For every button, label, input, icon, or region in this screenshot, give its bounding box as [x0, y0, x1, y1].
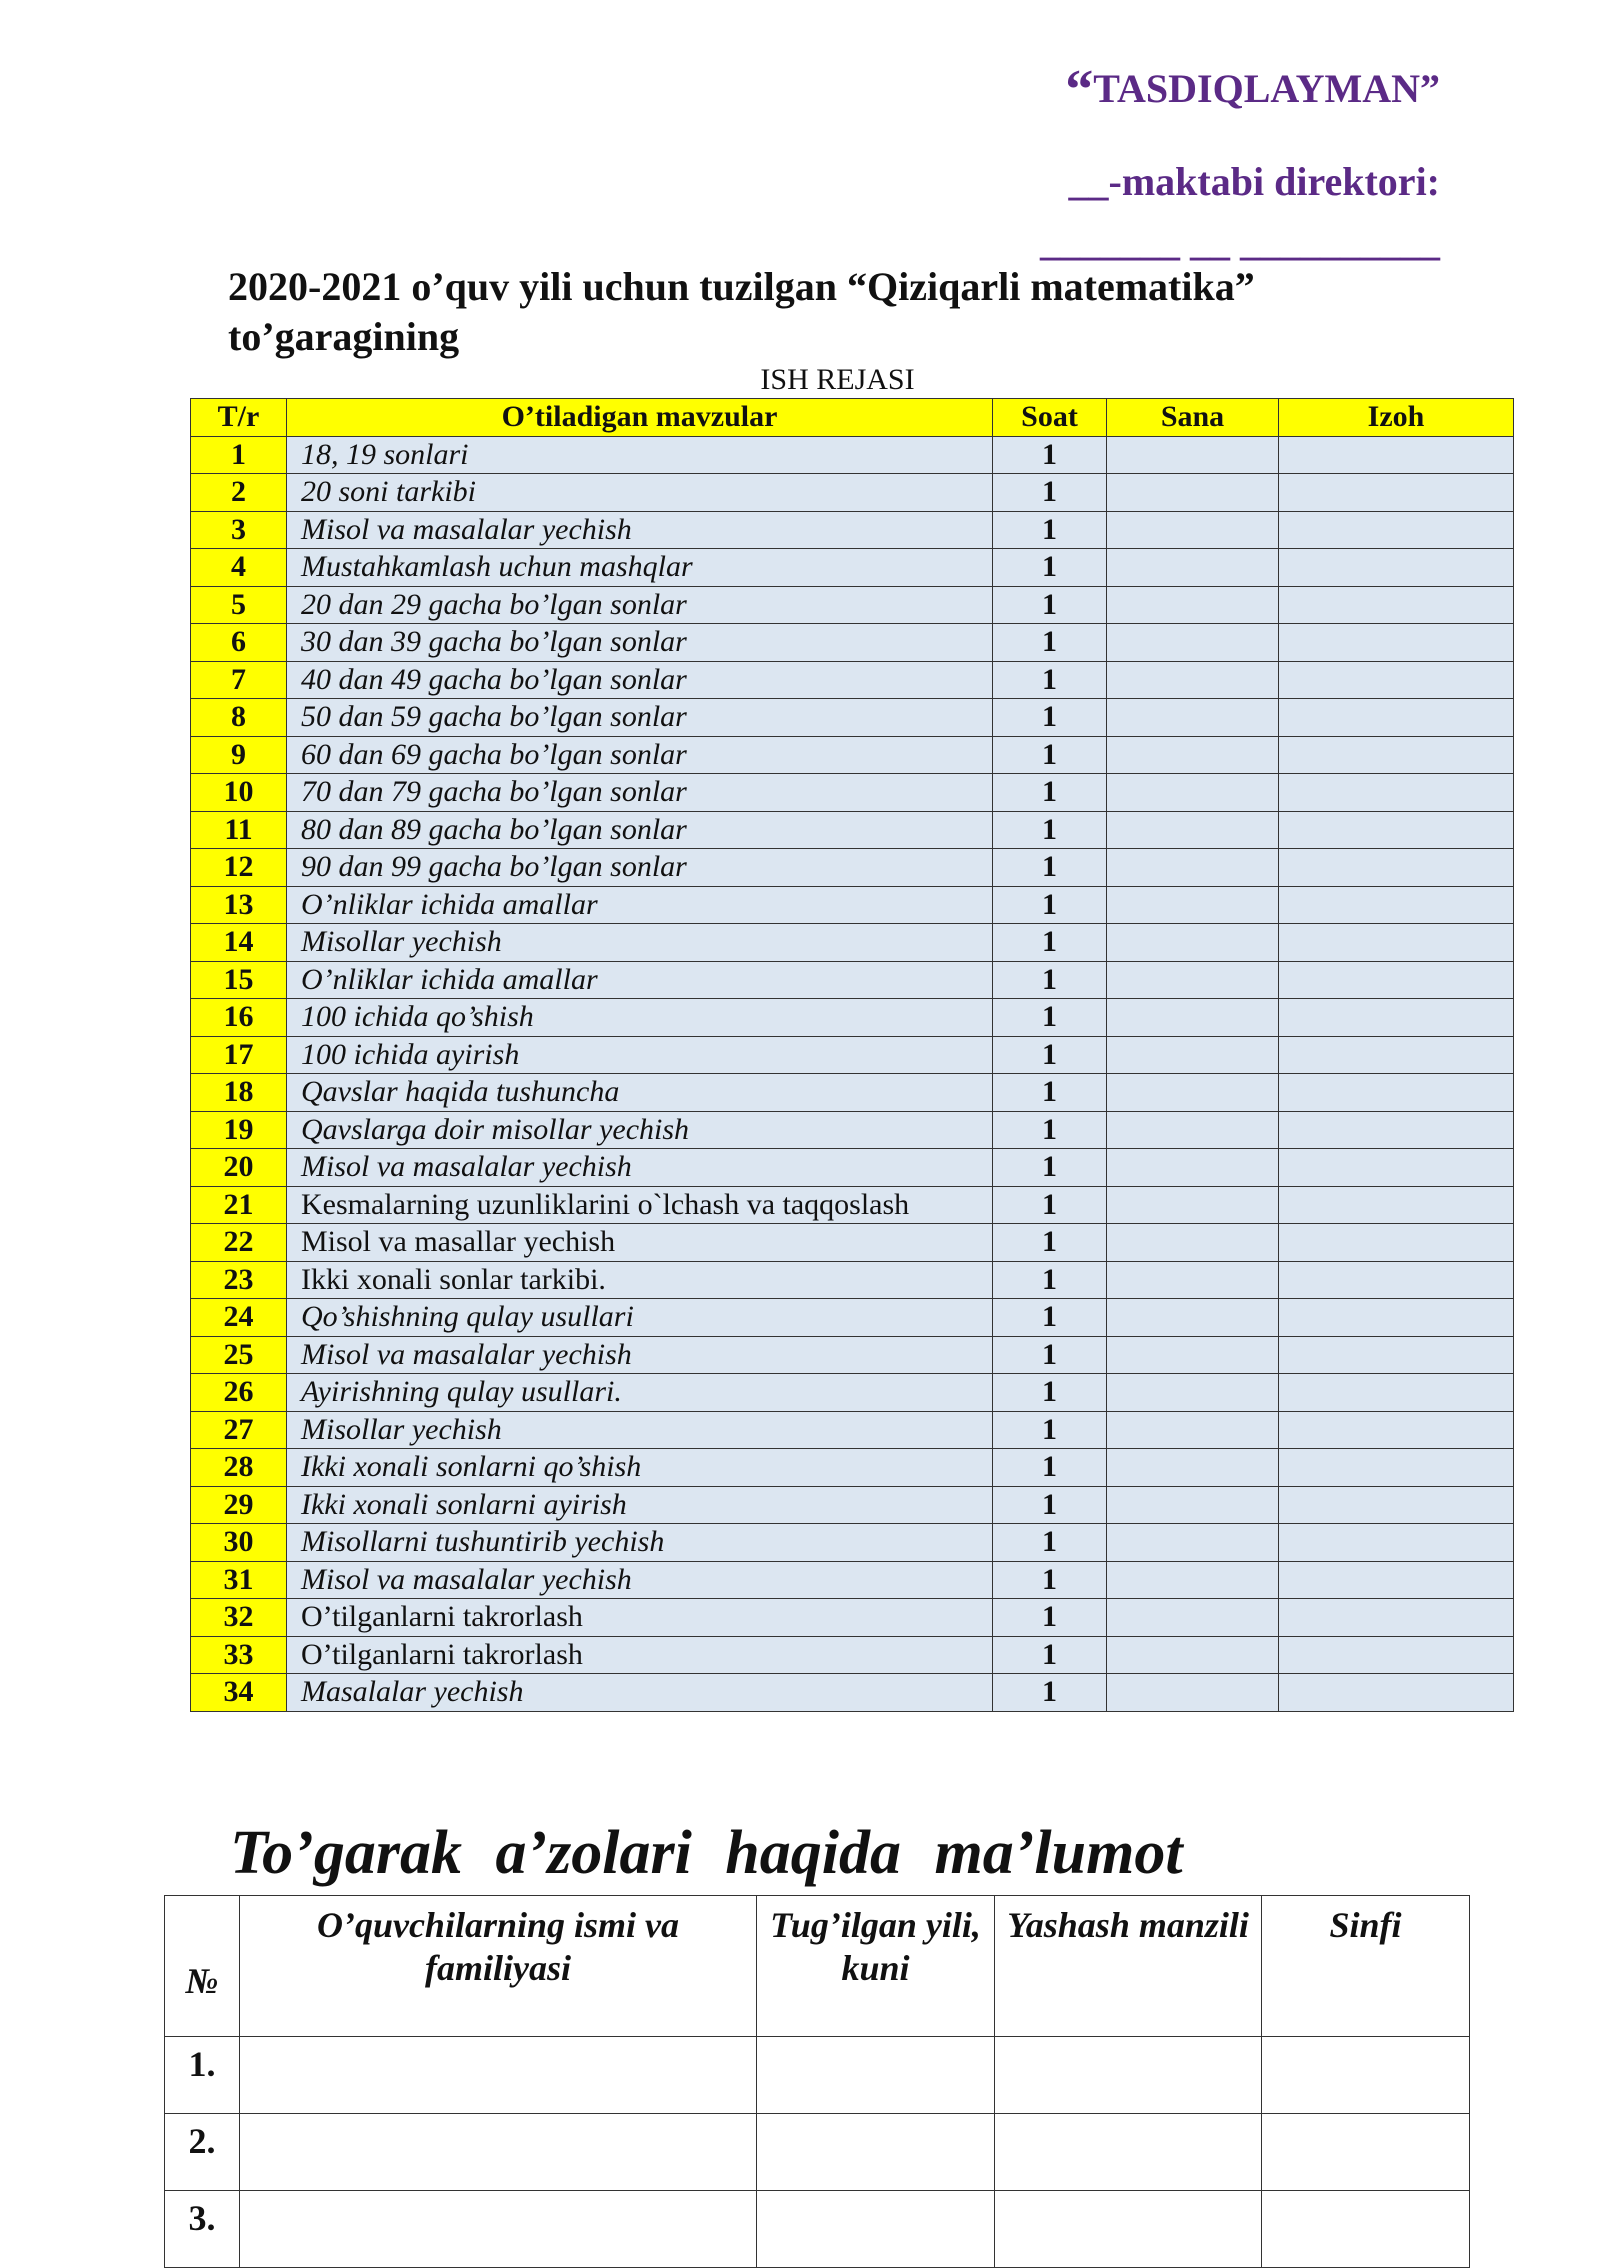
members-table — [164, 1895, 1470, 2268]
row-hours: 1 — [993, 886, 1107, 924]
row-hours: 1 — [993, 586, 1107, 624]
row-note — [1279, 1036, 1514, 1074]
row-hours: 1 — [993, 1224, 1107, 1262]
row-hours: 1 — [993, 1336, 1107, 1374]
row-topic: 60 dan 69 gacha bo’lgan sonlar — [287, 736, 993, 774]
row-topic: Ikki xonali sonlarni qo’shish — [287, 1449, 993, 1487]
table-row — [191, 774, 1514, 812]
row-number: 20 — [191, 1149, 287, 1187]
row-topic: 100 ichida qo’shish — [287, 999, 993, 1037]
row-note — [1279, 1149, 1514, 1187]
row-date — [1107, 999, 1279, 1037]
row-hours: 1 — [993, 961, 1107, 999]
table-row — [191, 1374, 1514, 1412]
row-date — [1107, 1074, 1279, 1112]
row-date — [1107, 736, 1279, 774]
members-header-name: O’quvchilarning ismi va familiyasi — [240, 1896, 757, 2037]
row-topic: Misol va masalalar yechish — [287, 1336, 993, 1374]
row-hours: 1 — [993, 774, 1107, 812]
table-row — [191, 999, 1514, 1037]
row-topic: Misollar yechish — [287, 1411, 993, 1449]
row-note — [1279, 774, 1514, 812]
row-number: 5 — [191, 586, 287, 624]
row-note — [1279, 1674, 1514, 1712]
row-date — [1107, 699, 1279, 737]
table-row — [191, 924, 1514, 962]
table-row — [191, 849, 1514, 887]
director-line: __-maktabi direktori: — [1068, 159, 1440, 204]
row-number: 31 — [191, 1561, 287, 1599]
row-number: 34 — [191, 1674, 287, 1712]
row-date — [1107, 1261, 1279, 1299]
row-number: 26 — [191, 1374, 287, 1412]
row-number: 2 — [191, 474, 287, 512]
approval-title — [1065, 58, 1440, 122]
row-number: 6 — [191, 624, 287, 662]
row-note — [1279, 1599, 1514, 1637]
row-note — [1279, 961, 1514, 999]
header-note: Izoh — [1279, 399, 1514, 437]
row-topic: 30 dan 39 gacha bo’lgan sonlar — [287, 624, 993, 662]
row-topic: Masalalar yechish — [287, 1674, 993, 1712]
header-topic: O’tiladigan mavzular — [287, 399, 993, 437]
row-note — [1279, 1074, 1514, 1112]
row-topic: O’tilganlarni takrorlash — [287, 1599, 993, 1637]
row-note — [1279, 924, 1514, 962]
plan-header-row — [191, 399, 1514, 437]
row-date — [1107, 1111, 1279, 1149]
member-address-cell — [995, 2191, 1262, 2268]
row-note — [1279, 1524, 1514, 1562]
row-topic: O’nliklar ichida amallar — [287, 961, 993, 999]
table-row — [191, 661, 1514, 699]
row-hours: 1 — [993, 1674, 1107, 1712]
row-topic: 20 dan 29 gacha bo’lgan sonlar — [287, 586, 993, 624]
row-number: 14 — [191, 924, 287, 962]
row-note — [1279, 586, 1514, 624]
row-note — [1279, 511, 1514, 549]
row-hours: 1 — [993, 1036, 1107, 1074]
member-class-cell — [1262, 2114, 1470, 2191]
table-row — [191, 436, 1514, 474]
table-row — [191, 1449, 1514, 1487]
row-topic: Misol va masallar yechish — [287, 1224, 993, 1262]
row-note — [1279, 661, 1514, 699]
row-date — [1107, 474, 1279, 512]
row-topic: Misol va masalalar yechish — [287, 1149, 993, 1187]
row-topic: Mustahkamlash uchun mashqlar — [287, 549, 993, 587]
table-row — [191, 886, 1514, 924]
table-row — [191, 1636, 1514, 1674]
header-hours: Soat — [993, 399, 1107, 437]
members-header-row — [165, 1896, 1470, 2037]
row-topic: 100 ichida ayirish — [287, 1036, 993, 1074]
row-date — [1107, 661, 1279, 699]
row-number: 7 — [191, 661, 287, 699]
row-hours: 1 — [993, 1186, 1107, 1224]
row-note — [1279, 474, 1514, 512]
row-date — [1107, 1599, 1279, 1637]
row-note — [1279, 1486, 1514, 1524]
row-topic: Misol va masalalar yechish — [287, 511, 993, 549]
row-note — [1279, 624, 1514, 662]
row-topic: 90 dan 99 gacha bo’lgan sonlar — [287, 849, 993, 887]
row-number: 21 — [191, 1186, 287, 1224]
document-subtitle: ISH REJASI — [760, 363, 915, 396]
row-note — [1279, 1224, 1514, 1262]
row-number: 3 — [191, 511, 287, 549]
member-name-cell — [240, 2191, 757, 2268]
row-hours: 1 — [993, 1524, 1107, 1562]
row-hours: 1 — [993, 1111, 1107, 1149]
row-date — [1107, 1636, 1279, 1674]
row-hours: 1 — [993, 511, 1107, 549]
row-note — [1279, 849, 1514, 887]
row-date — [1107, 1149, 1279, 1187]
document-title-line2: to’garagining — [228, 314, 460, 359]
row-topic: Ikki xonali sonlar tarkibi. — [287, 1261, 993, 1299]
table-row — [191, 1261, 1514, 1299]
row-note — [1279, 436, 1514, 474]
row-note — [1279, 1299, 1514, 1337]
row-hours: 1 — [993, 1261, 1107, 1299]
row-topic: O’nliklar ichida amallar — [287, 886, 993, 924]
row-hours: 1 — [993, 1299, 1107, 1337]
table-row — [191, 1599, 1514, 1637]
row-number: 16 — [191, 999, 287, 1037]
row-topic: 20 soni tarkibi — [287, 474, 993, 512]
members-title: To’garak a’zolari haqida ma’lumot — [230, 1819, 1183, 1887]
member-name-cell — [240, 2114, 757, 2191]
row-topic: Misol va masalalar yechish — [287, 1561, 993, 1599]
row-number: 28 — [191, 1449, 287, 1487]
row-number: 13 — [191, 886, 287, 924]
table-row — [191, 624, 1514, 662]
row-number: 29 — [191, 1486, 287, 1524]
row-number: 15 — [191, 961, 287, 999]
table-row — [191, 1524, 1514, 1562]
row-number: 19 — [191, 1111, 287, 1149]
row-note — [1279, 886, 1514, 924]
member-row — [165, 2114, 1470, 2191]
row-number: 25 — [191, 1336, 287, 1374]
row-date — [1107, 1036, 1279, 1074]
members-header-number: № — [165, 1896, 240, 2037]
row-note — [1279, 1411, 1514, 1449]
row-date — [1107, 1524, 1279, 1562]
table-row — [191, 511, 1514, 549]
row-number: 27 — [191, 1411, 287, 1449]
approval-title-text: TASDIQLAYMAN” — [1093, 66, 1440, 111]
row-date — [1107, 1674, 1279, 1712]
row-date — [1107, 1561, 1279, 1599]
row-date — [1107, 1224, 1279, 1262]
row-topic: 50 dan 59 gacha bo’lgan sonlar — [287, 699, 993, 737]
row-hours: 1 — [993, 699, 1107, 737]
row-date — [1107, 774, 1279, 812]
row-number: 23 — [191, 1261, 287, 1299]
row-note — [1279, 1336, 1514, 1374]
work-plan-table — [190, 398, 1514, 1712]
row-note — [1279, 1261, 1514, 1299]
row-note — [1279, 811, 1514, 849]
member-birth-cell — [757, 2037, 995, 2114]
member-number: 3. — [165, 2191, 240, 2268]
table-row — [191, 1074, 1514, 1112]
row-hours: 1 — [993, 1149, 1107, 1187]
row-date — [1107, 1449, 1279, 1487]
member-number: 1. — [165, 2037, 240, 2114]
row-number: 4 — [191, 549, 287, 587]
member-class-cell — [1262, 2191, 1470, 2268]
row-topic: Misollar yechish — [287, 924, 993, 962]
row-hours: 1 — [993, 736, 1107, 774]
header-date: Sana — [1107, 399, 1279, 437]
document-title-line1: 2020-2021 o’quv yili uchun tuzilgan “Qiziqarli matematika” — [228, 264, 1255, 309]
table-row — [191, 1036, 1514, 1074]
row-date — [1107, 924, 1279, 962]
row-note — [1279, 1561, 1514, 1599]
open-quote: “ — [1065, 59, 1094, 121]
row-note — [1279, 1636, 1514, 1674]
member-row — [165, 2037, 1470, 2114]
row-topic: Kesmalarning uzunliklarini o`lchash va taqqoslash — [287, 1186, 993, 1224]
member-row — [165, 2191, 1470, 2268]
row-note — [1279, 1111, 1514, 1149]
row-number: 8 — [191, 699, 287, 737]
row-number: 1 — [191, 436, 287, 474]
row-number: 17 — [191, 1036, 287, 1074]
row-topic: Qavslarga doir misollar yechish — [287, 1111, 993, 1149]
row-number: 12 — [191, 849, 287, 887]
row-hours: 1 — [993, 1074, 1107, 1112]
table-row — [191, 1186, 1514, 1224]
table-row — [191, 1299, 1514, 1337]
row-date — [1107, 961, 1279, 999]
row-hours: 1 — [993, 924, 1107, 962]
row-hours: 1 — [993, 436, 1107, 474]
row-topic: 80 dan 89 gacha bo’lgan sonlar — [287, 811, 993, 849]
row-note — [1279, 999, 1514, 1037]
row-hours: 1 — [993, 1636, 1107, 1674]
row-number: 32 — [191, 1599, 287, 1637]
row-date — [1107, 811, 1279, 849]
table-row — [191, 1111, 1514, 1149]
row-number: 24 — [191, 1299, 287, 1337]
table-row — [191, 586, 1514, 624]
row-date — [1107, 586, 1279, 624]
row-date — [1107, 511, 1279, 549]
row-date — [1107, 1336, 1279, 1374]
row-topic: O’tilganlarni takrorlash — [287, 1636, 993, 1674]
row-hours: 1 — [993, 474, 1107, 512]
row-topic: 40 dan 49 gacha bo’lgan sonlar — [287, 661, 993, 699]
row-hours: 1 — [993, 811, 1107, 849]
table-row — [191, 699, 1514, 737]
row-date — [1107, 1299, 1279, 1337]
row-hours: 1 — [993, 661, 1107, 699]
row-date — [1107, 1486, 1279, 1524]
row-date — [1107, 1186, 1279, 1224]
row-hours: 1 — [993, 1486, 1107, 1524]
members-header-address: Yashash manzili — [995, 1896, 1262, 2037]
header-number: T/r — [191, 399, 287, 437]
row-date — [1107, 624, 1279, 662]
row-hours: 1 — [993, 1599, 1107, 1637]
row-note — [1279, 1186, 1514, 1224]
member-address-cell — [995, 2037, 1262, 2114]
row-date — [1107, 436, 1279, 474]
member-name-cell — [240, 2037, 757, 2114]
row-number: 11 — [191, 811, 287, 849]
row-note — [1279, 1374, 1514, 1412]
row-date — [1107, 886, 1279, 924]
table-row — [191, 1149, 1514, 1187]
row-topic: Ayirishning qulay usullari. — [287, 1374, 993, 1412]
row-date — [1107, 1374, 1279, 1412]
row-hours: 1 — [993, 1561, 1107, 1599]
row-hours: 1 — [993, 549, 1107, 587]
document-title — [228, 262, 1378, 362]
table-row — [191, 811, 1514, 849]
row-hours: 1 — [993, 849, 1107, 887]
table-row — [191, 549, 1514, 587]
member-birth-cell — [757, 2114, 995, 2191]
member-birth-cell — [757, 2191, 995, 2268]
member-address-cell — [995, 2114, 1262, 2191]
row-topic: Misollarni tushuntirib yechish — [287, 1524, 993, 1562]
row-topic: 18, 19 sonlari — [287, 436, 993, 474]
row-note — [1279, 1449, 1514, 1487]
row-date — [1107, 849, 1279, 887]
member-class-cell — [1262, 2037, 1470, 2114]
row-date — [1107, 549, 1279, 587]
row-date — [1107, 1411, 1279, 1449]
row-number: 9 — [191, 736, 287, 774]
row-hours: 1 — [993, 1411, 1107, 1449]
row-number: 18 — [191, 1074, 287, 1112]
row-note — [1279, 549, 1514, 587]
table-row — [191, 1411, 1514, 1449]
row-topic: Ikki xonali sonlarni ayirish — [287, 1486, 993, 1524]
table-row — [191, 961, 1514, 999]
row-number: 33 — [191, 1636, 287, 1674]
table-row — [191, 736, 1514, 774]
row-number: 22 — [191, 1224, 287, 1262]
signature-line: _______ __ __________ — [1040, 219, 1440, 264]
row-topic: 70 dan 79 gacha bo’lgan sonlar — [287, 774, 993, 812]
row-note — [1279, 736, 1514, 774]
table-row — [191, 1561, 1514, 1599]
row-hours: 1 — [993, 999, 1107, 1037]
members-header-class: Sinfi — [1262, 1896, 1470, 2037]
members-header-birth: Tug’ilgan yili, kuni — [757, 1896, 995, 2037]
table-row — [191, 1486, 1514, 1524]
table-row — [191, 1224, 1514, 1262]
row-topic: Qo’shishning qulay usullari — [287, 1299, 993, 1337]
row-note — [1279, 699, 1514, 737]
table-row — [191, 1674, 1514, 1712]
table-row — [191, 474, 1514, 512]
row-hours: 1 — [993, 1374, 1107, 1412]
row-hours: 1 — [993, 1449, 1107, 1487]
member-number: 2. — [165, 2114, 240, 2191]
row-topic: Qavslar haqida tushuncha — [287, 1074, 993, 1112]
table-row — [191, 1336, 1514, 1374]
row-hours: 1 — [993, 624, 1107, 662]
row-number: 10 — [191, 774, 287, 812]
row-number: 30 — [191, 1524, 287, 1562]
